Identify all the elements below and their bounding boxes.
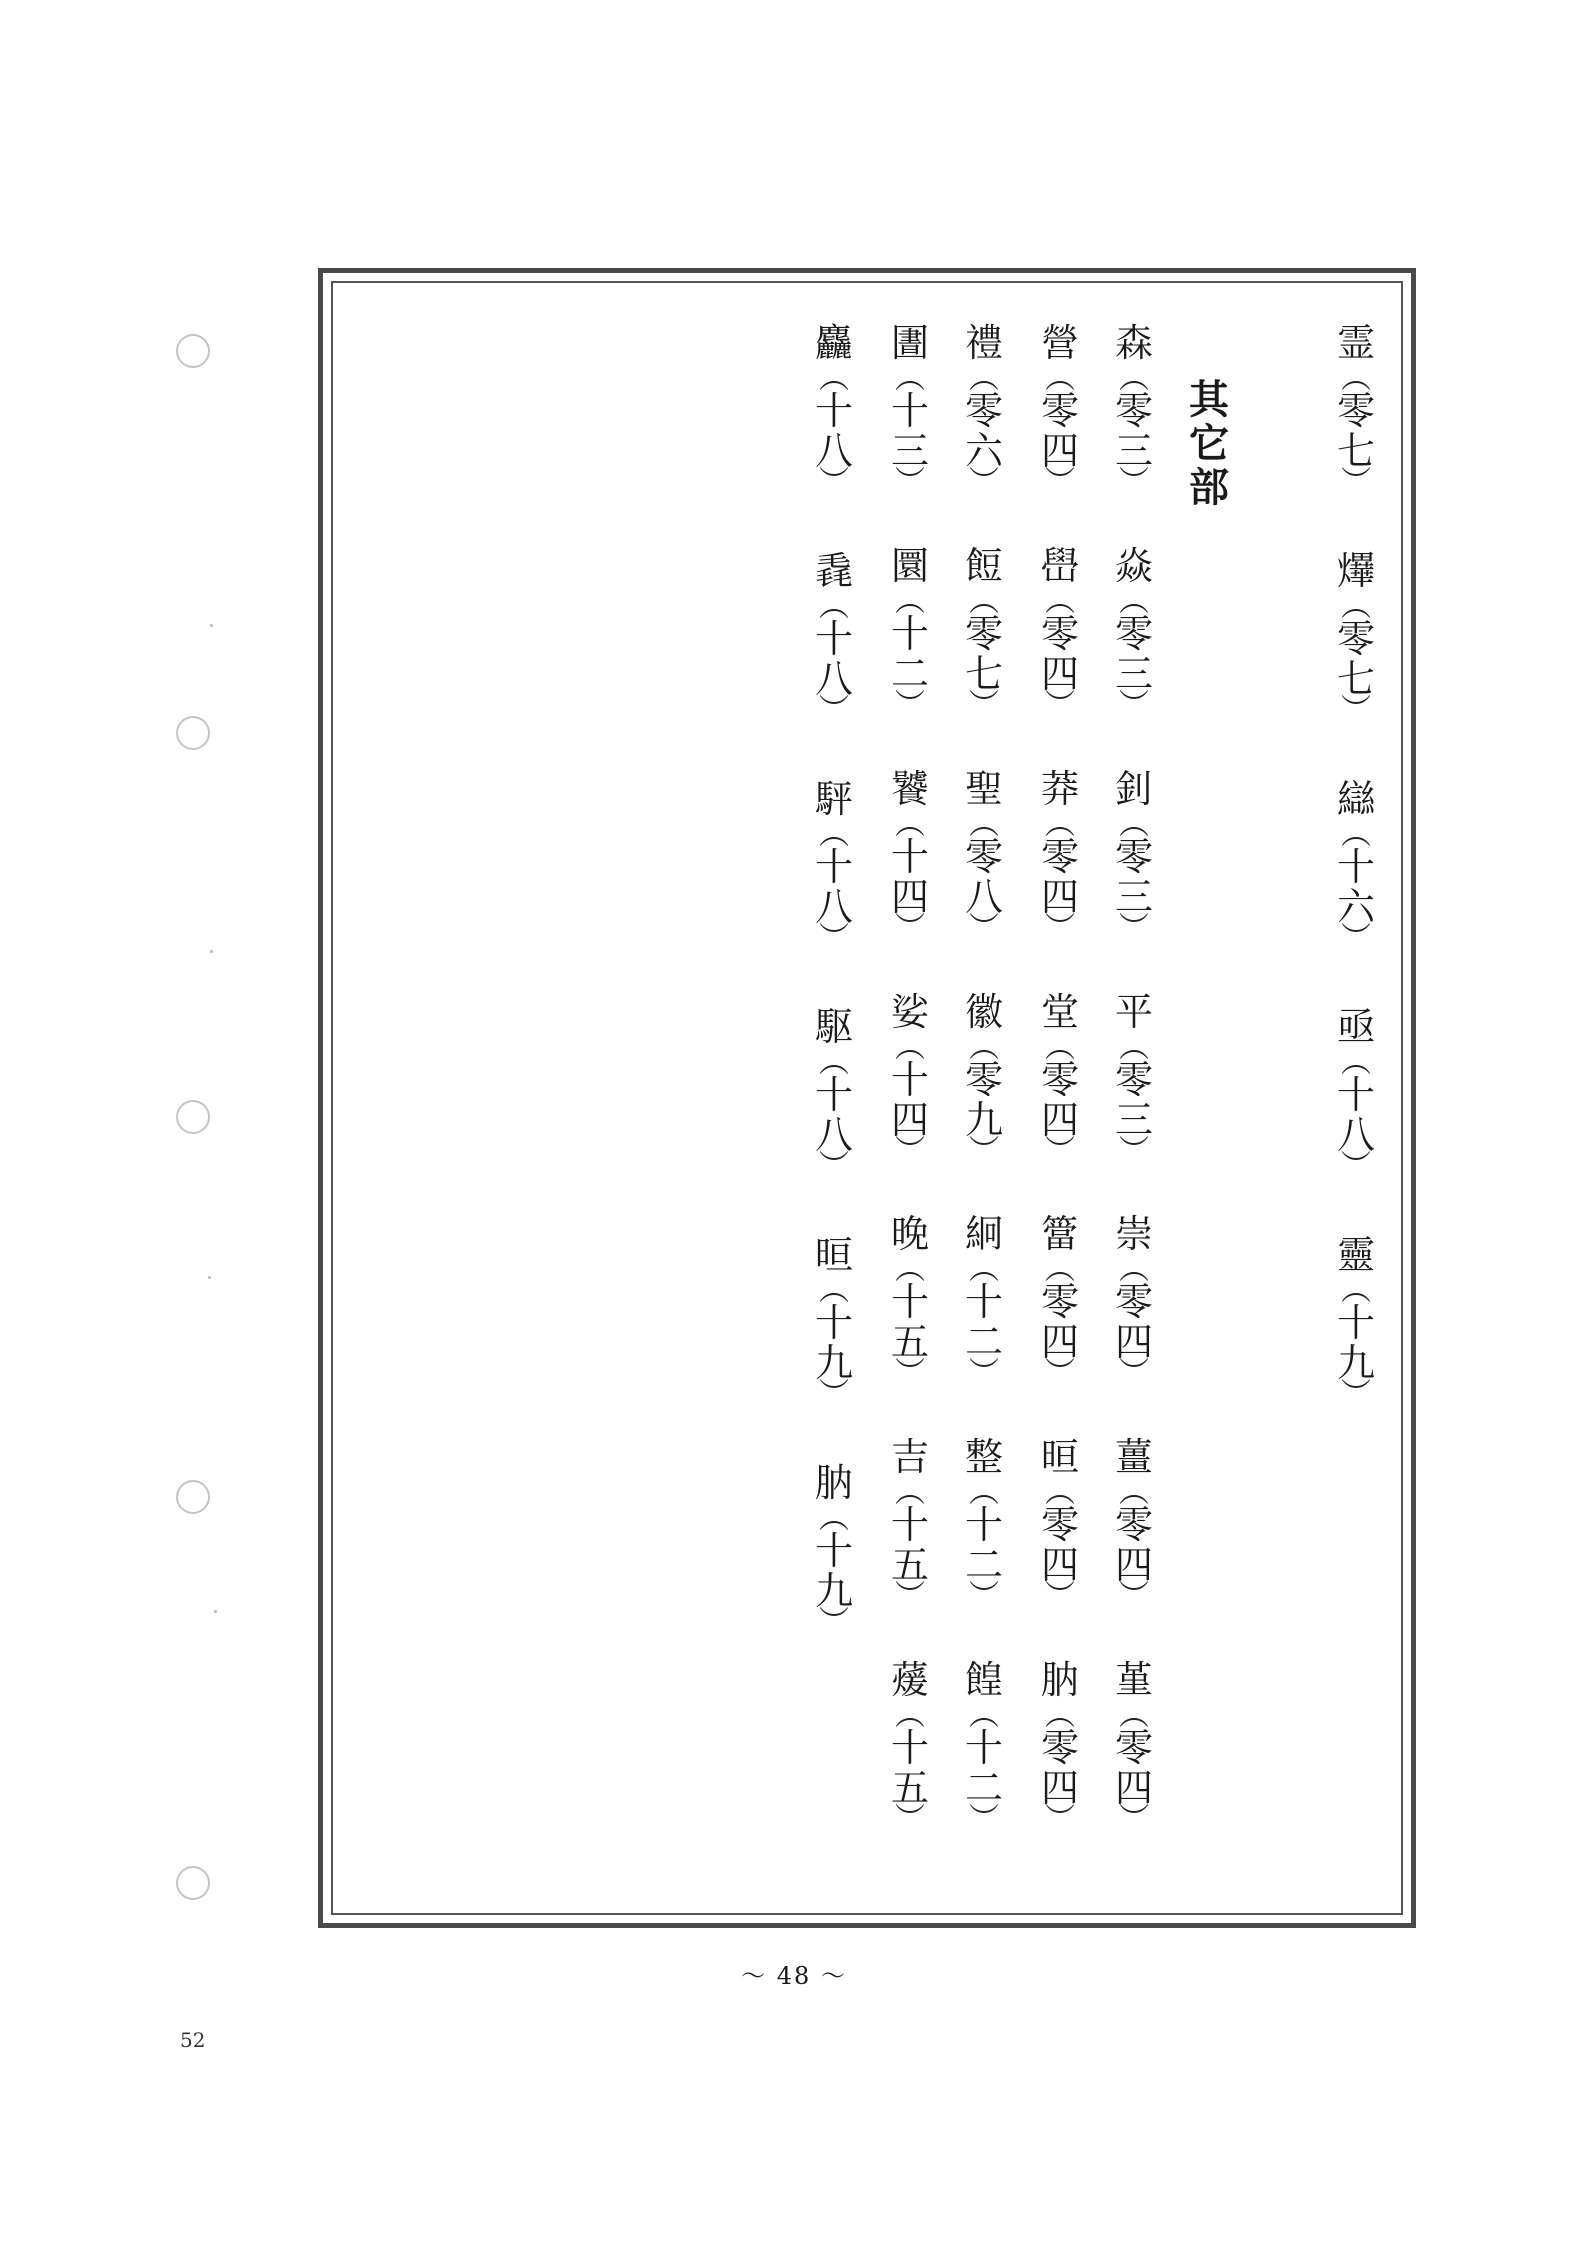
close-paren: ︶: [969, 1133, 999, 1169]
close-paren: ︶: [1045, 1356, 1075, 1392]
index-entry: [877, 1437, 943, 1660]
close-paren: ︶: [1045, 910, 1075, 946]
punch-hole: [176, 1100, 210, 1134]
entry-character: 堂: [1040, 989, 1079, 1034]
entry-number-digit: 七: [1336, 429, 1375, 473]
close-paren: ︶: [1119, 1356, 1149, 1392]
entry-number-digit: 三: [1114, 1097, 1153, 1142]
entry-character: 麤: [814, 321, 853, 365]
close-paren: ︶: [1119, 910, 1149, 946]
entry-number-digit: 九: [964, 1097, 1003, 1142]
open-paren: ︵: [819, 1273, 849, 1308]
open-paren: ︵: [969, 806, 999, 842]
entry-character: 晅: [1040, 1435, 1079, 1480]
entry-number-digit: 四: [1040, 1766, 1079, 1811]
open-paren: ︵: [1119, 806, 1149, 842]
close-paren: ︶: [819, 1377, 849, 1412]
page-frame: [318, 268, 1416, 1928]
close-paren: ︶: [895, 465, 925, 500]
index-entry: [1101, 543, 1167, 769]
close-paren: ︶: [819, 465, 849, 500]
open-paren: ︵: [1119, 1252, 1149, 1288]
index-entry: [1323, 1007, 1389, 1235]
entry-number-digit: 零: [1040, 611, 1079, 656]
entry-character: 吉: [890, 1435, 929, 1480]
entry-number-digit: 二: [964, 1320, 1003, 1365]
open-paren: ︵: [1045, 1252, 1075, 1288]
entry-number-digit: 四: [1114, 1766, 1153, 1811]
entry-character: 靈: [1336, 1233, 1375, 1277]
index-entry: [1101, 766, 1167, 992]
index-entry: [877, 1660, 943, 1883]
entry-number-digit: 八: [964, 874, 1003, 919]
entry-number-digit: 六: [964, 429, 1003, 473]
entry-character: 肭: [1040, 1658, 1079, 1703]
entry-number-digit: 八: [814, 657, 853, 701]
entry-number-digit: 零: [1040, 1280, 1079, 1325]
index-entry: [951, 1660, 1017, 1883]
entry-number-digit: 零: [1114, 1057, 1153, 1102]
open-paren: ︵: [1045, 361, 1075, 396]
entry-number-digit: 八: [814, 429, 853, 473]
entry-number-digit: 三: [1114, 874, 1153, 919]
open-paren: ︵: [895, 806, 925, 842]
index-entry: [1027, 1214, 1093, 1437]
open-paren: ︵: [1045, 1029, 1075, 1065]
index-entry: [877, 543, 943, 769]
entry-character: 蕿: [890, 1658, 929, 1703]
entry-number-digit: 五: [890, 1543, 929, 1588]
open-paren: ︵: [819, 1501, 849, 1536]
entry-character: 堇: [1114, 1658, 1153, 1703]
open-paren: ︵: [1341, 589, 1371, 624]
entry-character: 嶨: [1040, 543, 1079, 588]
close-paren: ︶: [1119, 1579, 1149, 1615]
open-paren: ︵: [819, 589, 849, 624]
close-paren: ︶: [1045, 687, 1075, 723]
scan-speck: [208, 1276, 211, 1279]
entry-number-digit: 四: [1040, 874, 1079, 919]
entry-character: 釗: [1114, 766, 1153, 811]
entry-character: 䜌: [1336, 777, 1375, 821]
close-paren: ︶: [1045, 1802, 1075, 1838]
open-paren: ︵: [1119, 361, 1149, 396]
close-paren: ︶: [895, 687, 925, 723]
index-entry: [951, 766, 1017, 992]
index-entry: [1323, 779, 1389, 1007]
entry-number-digit: 十: [814, 845, 853, 889]
index-entry: [1027, 323, 1093, 546]
index-entry: [1323, 551, 1389, 779]
scan-speck: [214, 1610, 217, 1613]
close-paren: ︶: [1341, 1377, 1371, 1412]
close-paren: ︶: [969, 465, 999, 500]
close-paren: ︶: [969, 1356, 999, 1392]
entry-character: 崇: [1114, 1212, 1153, 1257]
entry-number-digit: 零: [1040, 1503, 1079, 1548]
index-entry: [1027, 543, 1093, 769]
entry-character: 霊: [1336, 321, 1375, 365]
open-paren: ︵: [895, 1698, 925, 1734]
close-paren: ︶: [895, 1356, 925, 1392]
close-paren: ︶: [1045, 465, 1075, 500]
scan-page-number: 52: [180, 2028, 206, 2052]
entry-character: 晅: [814, 1233, 853, 1277]
index-entry: [1027, 766, 1093, 992]
index-column-2: [1101, 323, 1167, 1883]
entry-number-digit: 四: [890, 1097, 929, 1142]
entry-character: 圜: [890, 543, 929, 588]
close-paren: ︶: [819, 1605, 849, 1640]
entry-character: 晚: [890, 1212, 929, 1257]
entry-number-digit: 零: [964, 611, 1003, 656]
open-paren: ︵: [969, 1698, 999, 1734]
index-entry: [951, 323, 1017, 546]
punch-hole: [176, 334, 210, 368]
entry-character: 整: [964, 1435, 1003, 1480]
index-entry: [801, 551, 867, 779]
open-paren: ︵: [819, 1045, 849, 1080]
entry-number-digit: 零: [964, 834, 1003, 879]
index-column-4: [951, 323, 1017, 1883]
index-column-1: [1323, 323, 1389, 1883]
entry-number-digit: 二: [890, 651, 929, 696]
index-entry: [1101, 1437, 1167, 1660]
index-entry: [1101, 989, 1167, 1215]
entry-number-digit: 六: [1336, 885, 1375, 929]
open-paren: ︵: [1045, 806, 1075, 842]
heading-char: 部: [1189, 464, 1229, 511]
index-entry: [801, 1463, 867, 1691]
entry-character: 絅: [964, 1212, 1003, 1257]
index-entry: [1027, 989, 1093, 1215]
entry-number-digit: 四: [1040, 429, 1079, 473]
close-paren: ︶: [969, 687, 999, 723]
entry-number-digit: 十: [814, 1073, 853, 1117]
open-paren: ︵: [895, 1029, 925, 1065]
open-paren: ︵: [895, 583, 925, 619]
index-entry: [951, 989, 1017, 1215]
entry-number-digit: 十: [964, 1503, 1003, 1548]
entry-number-digit: 零: [1040, 834, 1079, 879]
entry-number-digit: 八: [1336, 1113, 1375, 1157]
entry-number-digit: 十: [890, 1503, 929, 1548]
close-paren: ︶: [895, 910, 925, 946]
entry-number-digit: 十: [814, 389, 853, 433]
index-entry: [801, 779, 867, 1007]
entry-number-digit: 四: [1040, 1097, 1079, 1142]
entry-character: 薑: [1114, 1435, 1153, 1480]
close-paren: ︶: [1119, 1133, 1149, 1169]
entry-character: 娑: [890, 989, 929, 1034]
entry-character: 駆: [814, 1005, 853, 1049]
entry-number-digit: 十: [814, 1301, 853, 1345]
open-paren: ︵: [1045, 583, 1075, 619]
open-paren: ︵: [969, 361, 999, 396]
page-frame-inner: [331, 281, 1403, 1915]
entry-number-digit: 零: [1114, 1726, 1153, 1771]
index-column-3: [1027, 323, 1093, 1883]
heading-char: 其: [1189, 376, 1229, 423]
close-paren: ︶: [1341, 465, 1371, 500]
open-paren: ︵: [969, 1252, 999, 1288]
scan-speck: [210, 950, 213, 953]
index-column-5: [877, 323, 943, 1883]
entry-character: 亟: [1336, 1005, 1375, 1049]
entry-character: 森: [1114, 321, 1153, 365]
index-entry: [801, 1007, 867, 1235]
punch-hole: [176, 1866, 210, 1900]
open-paren: ︵: [819, 361, 849, 396]
entry-character: 徽: [964, 989, 1003, 1034]
index-entry: [1027, 1437, 1093, 1660]
close-paren: ︶: [1341, 1149, 1371, 1184]
entry-number-digit: 十: [964, 1280, 1003, 1325]
entry-number-digit: 二: [964, 1766, 1003, 1811]
index-entry: [951, 1437, 1017, 1660]
entry-character: 焱: [1114, 543, 1153, 588]
entry-number-digit: 三: [890, 429, 929, 473]
entry-character: 禮: [964, 321, 1003, 365]
entry-character: 餖: [964, 543, 1003, 588]
punch-hole: [176, 1480, 210, 1514]
open-paren: ︵: [1045, 1475, 1075, 1511]
close-paren: ︶: [1119, 687, 1149, 723]
index-entry: [1101, 1660, 1167, 1883]
entry-character: 餭: [964, 1658, 1003, 1703]
open-paren: ︵: [1119, 1029, 1149, 1065]
entry-number-digit: 十: [890, 1280, 929, 1325]
entry-number-digit: 四: [1114, 1543, 1153, 1588]
open-paren: ︵: [1341, 1273, 1371, 1308]
entry-number-digit: 八: [814, 1113, 853, 1157]
entry-number-digit: 零: [1114, 834, 1153, 879]
open-paren: ︵: [1341, 1045, 1371, 1080]
index-entry: [1323, 1235, 1389, 1463]
entry-number-digit: 五: [890, 1766, 929, 1811]
close-paren: ︶: [819, 1149, 849, 1184]
close-paren: ︶: [895, 1802, 925, 1838]
close-paren: ︶: [819, 693, 849, 728]
entry-number-digit: 十: [1336, 845, 1375, 889]
entry-number-digit: 四: [1040, 651, 1079, 696]
entry-number-digit: 九: [1336, 1341, 1375, 1385]
close-paren: ︶: [1119, 465, 1149, 500]
index-entry: [877, 1214, 943, 1437]
entry-character: 肭: [814, 1461, 853, 1505]
entry-number-digit: 十: [964, 1726, 1003, 1771]
heading-char: 它: [1189, 420, 1229, 467]
entry-number-digit: 零: [1336, 389, 1375, 433]
entry-character: 簹: [1040, 1212, 1079, 1257]
index-entry: [877, 323, 943, 546]
section-heading: [1181, 378, 1237, 510]
entry-number-digit: 七: [1336, 657, 1375, 701]
close-paren: ︶: [1119, 1802, 1149, 1838]
entry-number-digit: 五: [890, 1320, 929, 1365]
entry-number-digit: 九: [814, 1569, 853, 1613]
close-paren: ︶: [1341, 693, 1371, 728]
entry-number-digit: 零: [1114, 1280, 1153, 1325]
entry-number-digit: 零: [964, 1057, 1003, 1102]
entry-number-digit: 零: [1114, 1503, 1153, 1548]
open-paren: ︵: [895, 1252, 925, 1288]
entry-character: 營: [1040, 321, 1079, 365]
index-column-6: [801, 323, 867, 1883]
entry-character: 駍: [814, 777, 853, 821]
close-paren: ︶: [895, 1579, 925, 1615]
entry-character: 毳: [814, 549, 853, 593]
entry-number-digit: 四: [1040, 1320, 1079, 1365]
open-paren: ︵: [1045, 1698, 1075, 1734]
index-entry: [801, 323, 867, 551]
page-number: ～ 48 ～: [741, 1962, 847, 1990]
entry-number-digit: 三: [1114, 651, 1153, 696]
index-entry: [877, 989, 943, 1215]
open-paren: ︵: [969, 1029, 999, 1065]
entry-number-digit: 十: [814, 1529, 853, 1573]
open-paren: ︵: [1119, 1698, 1149, 1734]
entry-character: 饕: [890, 766, 929, 811]
entry-number-digit: 零: [1040, 1726, 1079, 1771]
open-paren: ︵: [1119, 583, 1149, 619]
entry-number-digit: 七: [964, 651, 1003, 696]
entry-character: 平: [1114, 989, 1153, 1034]
index-entry: [801, 1235, 867, 1463]
entry-number-digit: 十: [890, 1726, 929, 1771]
entry-number-digit: 十: [1336, 1301, 1375, 1345]
entry-number-digit: 四: [890, 874, 929, 919]
entry-number-digit: 十: [890, 1057, 929, 1102]
open-paren: ︵: [819, 817, 849, 852]
close-paren: ︶: [1045, 1579, 1075, 1615]
entry-number-digit: 零: [1114, 611, 1153, 656]
open-paren: ︵: [1341, 361, 1371, 396]
entry-number-digit: 十: [814, 617, 853, 661]
open-paren: ︵: [969, 583, 999, 619]
scan-speck: [210, 624, 213, 627]
entry-number-digit: 十: [890, 834, 929, 879]
entry-number-digit: 四: [1114, 1320, 1153, 1365]
close-paren: ︶: [1341, 921, 1371, 956]
index-entry: [1101, 1214, 1167, 1437]
index-entry: [1101, 323, 1167, 546]
open-paren: ︵: [969, 1475, 999, 1511]
entry-number-digit: 八: [814, 885, 853, 929]
close-paren: ︶: [819, 921, 849, 956]
punch-hole: [176, 716, 210, 750]
entry-number-digit: 零: [1114, 389, 1153, 433]
entry-character: 𤒹: [1336, 549, 1375, 593]
open-paren: ︵: [1341, 817, 1371, 852]
entry-number-digit: 零: [964, 389, 1003, 433]
open-paren: ︵: [1119, 1475, 1149, 1511]
entry-number-digit: 十: [890, 611, 929, 656]
entry-number-digit: 十: [890, 389, 929, 433]
index-entry: [1027, 1660, 1093, 1883]
entry-number-digit: 二: [964, 1543, 1003, 1588]
entry-number-digit: 十: [1336, 1073, 1375, 1117]
index-entry: [951, 1214, 1017, 1437]
close-paren: ︶: [969, 1579, 999, 1615]
open-paren: ︵: [895, 361, 925, 396]
entry-number-digit: 三: [1114, 429, 1153, 473]
entry-character: 聖: [964, 766, 1003, 811]
entry-number-digit: 零: [1040, 389, 1079, 433]
close-paren: ︶: [1045, 1133, 1075, 1169]
entry-number-digit: 九: [814, 1341, 853, 1385]
entry-character: 圕: [890, 321, 929, 365]
entry-number-digit: 零: [1040, 1057, 1079, 1102]
close-paren: ︶: [969, 910, 999, 946]
index-entry: [951, 543, 1017, 769]
index-entry: [877, 766, 943, 992]
entry-number-digit: 四: [1040, 1543, 1079, 1588]
entry-character: 莽: [1040, 766, 1079, 811]
close-paren: ︶: [895, 1133, 925, 1169]
entry-number-digit: 零: [1336, 617, 1375, 661]
close-paren: ︶: [969, 1802, 999, 1838]
open-paren: ︵: [895, 1475, 925, 1511]
index-entry: [1323, 323, 1389, 551]
